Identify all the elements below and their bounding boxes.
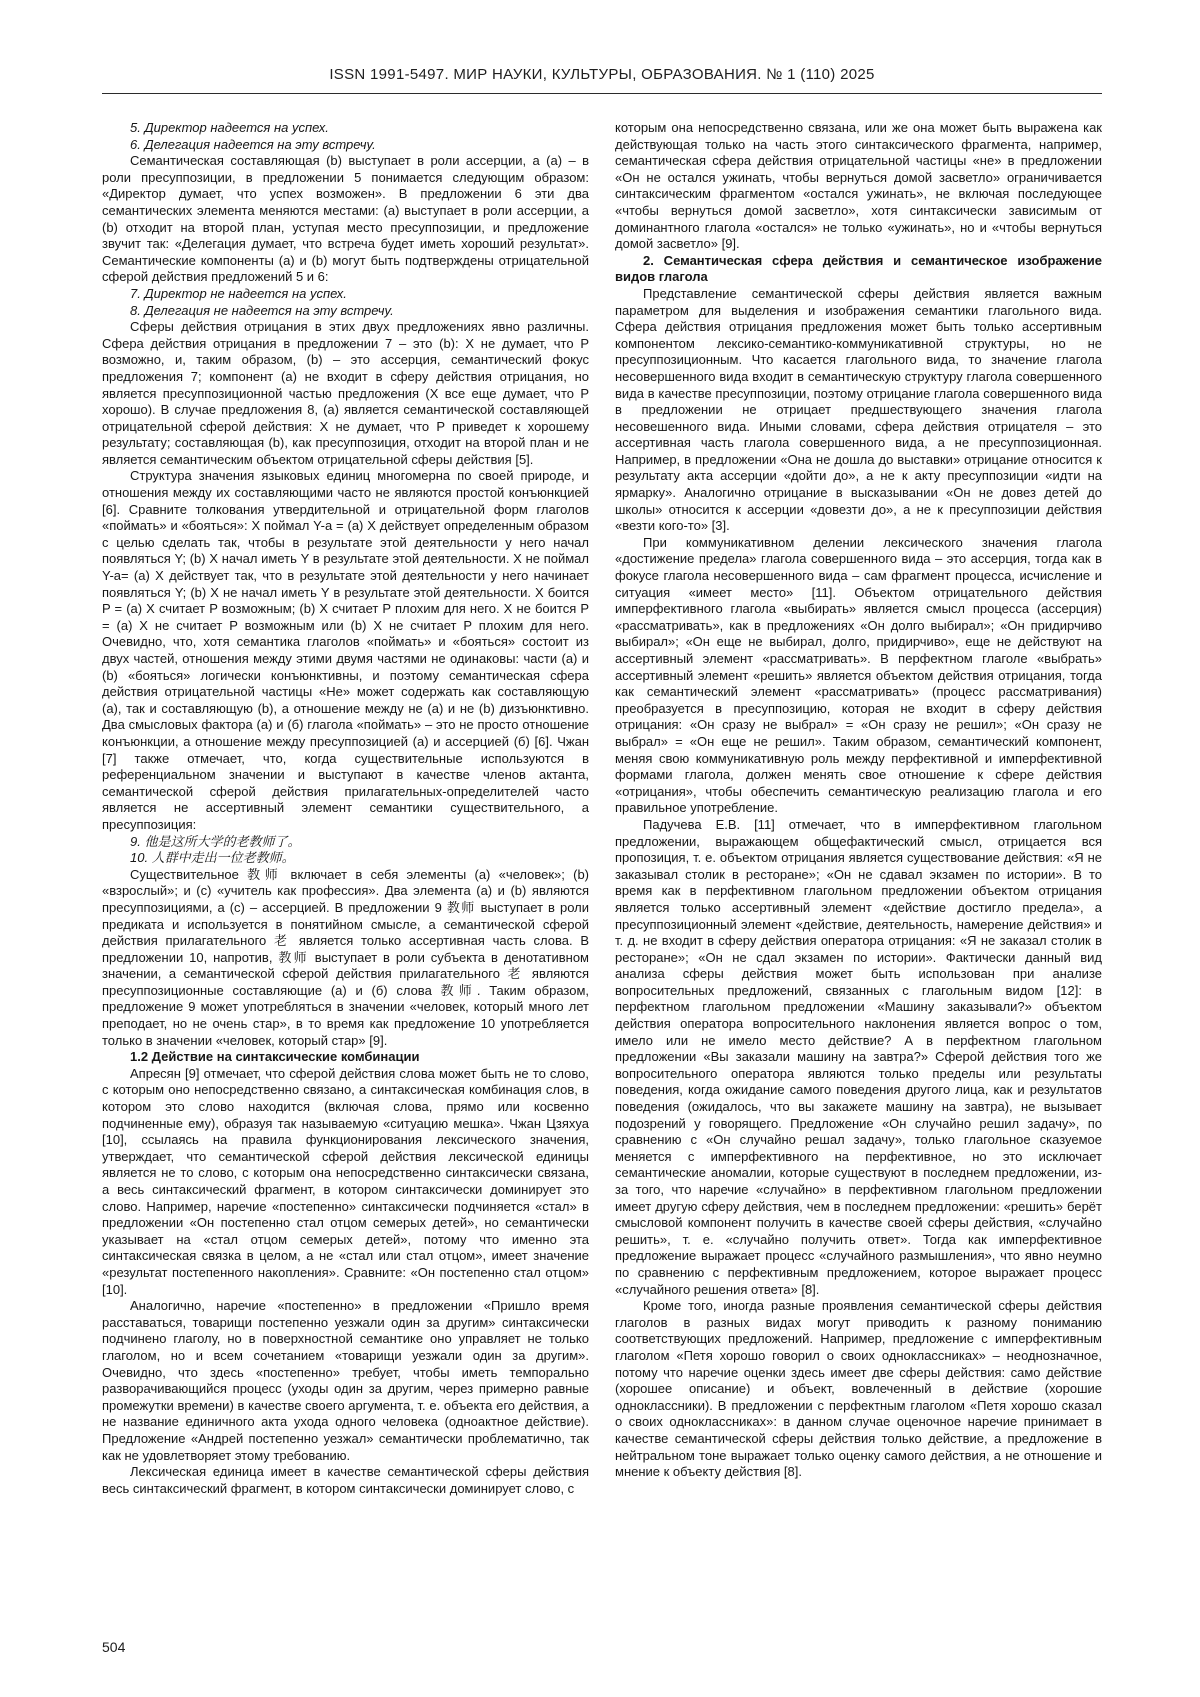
right-column — [615, 120, 1102, 1497]
section-heading: 1.2 Действие на синтаксические комбинации — [130, 1049, 420, 1065]
paragraph: Апресян [9] отмечает, что сферой действия слова может быть не то слово, с которым оно непосредственно связано, а синтаксическая комбинация слов, в котором это слово находится (включая слова, прямо или косвенно подчиненные ему), образуя так называемую «ситуацию мешка». Чжан Цзяхуа [10], ссылаясь на правила функционирования лексического значения, утверждает, что семантической сферой действия лексической единицы является не то слово, с которым она непосредственно синтаксически связана, а весь синтаксический фрагмент, в котором синтаксически доминирует это слово. Например, наречие «постепенно» синтаксически подчиняется «стал» в предложении «Он постепенно стал отцом семерых детей», но семантически указывает на «стал отцом семерых детей», потому что именно эта синтаксическая связка в целом, а не «стал или стал отцом», имеет значение «результат постепенного накопления». Сравните: «Он постепенно стал отцом» [10]. — [102, 1065, 589, 1297]
example-sentence: 9. 他是这所大学的老教师了。 — [130, 833, 301, 849]
paragraph: Сферы действия отрицания в этих двух предложениях явно различны. Сфера действия отрицания в предложении 7 – это (b): X не думает, что P возможно, и, таким образом, (b) – это ассерция, семантический фокус предложения 7; компонент (a) не входит в сферу действия отрицания, но является пресуппозиционной частью предложения (X все еще думает, что P хорошо). В случае предложения 8, (a) является семантической составляющей отрицательной сферой действия: X не думает, что P приведет к хорошему результату; составляющая (b), как пресуппозиция, отходит на второй план и не является семантическим объектом отрицательной сферы действия [5]. — [102, 319, 589, 467]
paragraph: которым она непосредственно связана, или же она может быть выражена как действующая только на часть этого синтаксического фрагмента, например, семантическая сфера действия отрицательной частицы «не» в предложении «Он не остался ужинать, чтобы вернуться домой засветло» ограничивается синтаксическим фрагментом «остался ужинать», не включая последующее «чтобы вернуться домой засветло», хотя синтаксически зависимым от доминантного глагола «остался» не только «ужинать», но и «чтобы вернуться домой засветло» [9]. — [615, 120, 1102, 252]
example-sentence: 10. 人群中走出一位老教师。 — [130, 850, 295, 866]
paragraph: Существительное 教师 включает в себя элементы (a) «человек»; (b) «взрослый»; и (c) «учитель как профессия». Два элемента (a) и (b) являются пресуппозициями, а (c) – ассерцией. В предложении 9 教师 выступает в роли предиката и используется в понятийном смысле, а семантической сферой действия прилагательного 老 является только ассертивная часть слова. В предложении 10, напротив, 教师 выступает в роли субъекта в денотативном значении, а семантической сферой действия прилагательного 老 являются пресуппозиционные составляющие (a) и (б) слова 教师. Таким образом, предложение 9 может употребляться в значении «человек, который много лет преподает, но не очень стар», в то время как предложение 10 употребляется только в значении «человек, который стар» [9]. — [102, 866, 589, 1048]
paragraph: Кроме того, иногда разные проявления семантической сферы действия глаголов в разных видах могут приводить к разному пониманию соответствующих предложений. Например, предложение с имперфективным глаголом «Петя хорошо говорил о своих одноклассниках» – неоднозначное, потому что наречие оценки здесь имеет две сферы действия: само действие (хорошее описание) и объект, вовлеченный в действие (хорошие одноклассники). В предложении с перфектным глаголом «Петя хорошо сказал о своих одноклассниках»: в данном случае оценочное наречие принимает в качестве семантической сферы действия только действие, а предложение в нейтральном тоне выражает только оценку самого действия, а не отношение и мнение к объекту действия [8]. — [615, 1298, 1102, 1480]
paragraph: Представление семантической сферы действия является важным параметром для выделения и изображения семантики глагольного вида. Сфера действия отрицания предложения может быть только ассертивным компонентом лексико-семантико-коммуникативной структуры, но не пресуппозиционным. Что касается глагольного вида, то значение глагола несовершенного вида входит в семантическую структуру глагола совершенного вида в качестве пресуппозиции, поэтому отрицание глагола совершенного вида в предложении не отрицает предшествующего значения глагола несовешенного вида. Иными словами, сфера действия отрицателя – это ассертивная часть глагола совершенного вида, а не пресуппозиционная. Например, в предложении «Она не дошла до выставки» отрицание относится к результату акта ассерции «дойти до», а не к акту пресуппозиции «идти на ярмарку». Аналогично отрицание в высказывании «Он не довез детей до школы» относится к ассерции «довезти до», а не к пресуппозиции действия «везти кого-то» [3]. — [615, 285, 1102, 534]
left-column — [102, 120, 589, 1497]
page-number: 504 — [102, 1639, 126, 1655]
section-heading: 2. Семантическая сфера действия и семантическое изображение видов глагола — [615, 252, 1102, 285]
example-sentence: 6. Делегация надеется на эту встречу. — [130, 136, 376, 152]
paragraph: Семантическая составляющая (b) выступает в роли ассерции, а (a) – в роли пресуппозиции, в предложении 5 понимается следующим образом: «Директор думает, что успех возможен». В предложении 6 эти два семантических элемента меняются местами: (a) выступает в роли ассерции, а (b) отходит на второй план, уступая место пресуппозиции, и предложение звучит так: «Делегация думает, что встреча будет иметь хороший результат». Семантические компоненты (a) и (b) могут быть подтверждены отрицательной сферой действия предложений 5 и 6: — [102, 153, 589, 285]
article-body — [102, 120, 1102, 1497]
example-sentence: 8. Делегация не надеется на эту встречу. — [130, 302, 394, 318]
paragraph: Аналогично, наречие «постепенно» в предложении «Пришло время расставаться, товарищи постепенно уезжали один за другим» синтаксически подчинено глаголу, но в поверхностной семантике оно управляет не только глаголом, но и всем сочетанием «товарищи уезжали один за другим». Очевидно, что здесь «постепенно» требует, чтобы иметь темпорально разворачивающийся процесс (уходы один за другим, через примерно равные промежутки времени) в качестве своего аргумента, т. е. объекта его действия, а не название единичного акта ухода одного человека (одноактное действие). Предложение «Андрей постепенно уезжал» семантически проблематично, так как не удовлетворяет этому требованию. — [102, 1298, 589, 1463]
journal-header: ISSN 1991-5497. МИР НАУКИ, КУЛЬТУРЫ, ОБРАЗОВАНИЯ. № 1 (110) 2025 — [329, 66, 875, 83]
example-sentence: 5. Директор надеется на успех. — [130, 120, 329, 135]
paragraph: Лексическая единица имеет в качестве семантической сферы действия весь синтаксический фрагмент, в котором синтаксически доминирует слово, с — [102, 1464, 589, 1496]
paragraph: При коммуникативном делении лексического значения глагола «достижение предела» глагола совершенного вида – это ассерция, тогда как в фокусе глагола несовершенного вида – сам фрагмент процесса, исчисление и ситуация «имеет место» [11]. Объектом отрицательного действия имперфективного глагола «выбирать» является смысл процесса (ассерция) «рассматривать», как в предложениях «Он долго выбирал»; «Он придирчиво выбирал»; «Он еще не выбирал, долго, придирчиво», еще не действуют на ассертивный элемент «рассматривать». В перфектном глаголе «выбрать» ассертивный элемент «решить» является объектом действия отрицания, тогда как семантический элемент «рассматривать» (процесс рассматривания) преобразуется в пресуппозицию, которая не входит в сферу действия отрицания: «Он сразу не выбрал» = «Он сразу не решил»; «Он сразу не выбрал» = «Он еще не решил». Таким образом, семантический компонент, меняя свою коммуникативную роль между перфективной и имперфективной формами глагола, должен менять свое отношение к сфере действия «отрицания», чтобы обеспечить семантическую реализацию глагола и его правильное употребление. — [615, 534, 1102, 816]
example-sentence: 7. Директор не надеется на успех. — [130, 285, 347, 301]
paragraph: Структура значения языковых единиц многомерна по своей природе, и отношения между их составляющими часто не являются простой конъюнкцией [6]. Сравните толкования утвердительной и отрицательной форм глаголов «поймать» и «бояться»: X поймал Y-a = (a) X действует определенным образом с целью сделать так, чтобы в результате этой деятельности у него начал появляться Y; (b) X начал иметь Y в результате этой деятельности. X не поймал Y-a= (a) X действует так, что в результате этой деятельности у него начинает появляться Y; (b) X не начал иметь Y в результате этой деятельности. X боится P = (a) X считает P возможным; (b) X считает P плохим для него. X не боится P = (a) X не считает P возможным или (b) X не считает P плохим для него. Очевидно, что, хотя семантика глаголов «поймать» и «бояться» состоит из двух частей, отношения между этими двумя частями не одинаковы: части (a) и (b) «бояться» логически конъюнктивны, и поэтому семантическая сфера действия отрицательной частицы «Не» может содержать как составляющую (a), так и составляющую (b), а отношение между не (a) и не (b) дизъюнктивно. Два смысловых фактора (a) и (б) глагола «поймать» – это не просто отношение конъюнкции, а отношение между пресуппозицией (a) и ассерцией (б) [6]. Чжан [7] также отмечает, что, когда существительные используются в референциальном значении и выступают в качестве членов актанта, семантической сферой действия прилагательных-определителей часто является не ассертивный элемент семантики существительного, а пресуппозиция: — [102, 468, 589, 832]
header-rule — [102, 93, 1102, 94]
paragraph: Падучева Е.В. [11] отмечает, что в имперфективном глагольном предложении, выражающем общефактический смысл, отрицается вся пропозиция, т. е. объектом отрицания является существование действия: «Я не заказывал столик в ресторане»; «Он не сдавал экзамен по истории». В то время как в перфективном глагольном предложении объектом отрицания является только ассертивный элемент «действие достигло предела», а пресуппозиционный элемент «действие, деятельность, намерение действия» и т. д. не входит в сферу действия оператора отрицания: «Я не заказал столик в ресторане»; «Он не сдал экзамен по истории». Фактически данный вид анализа сферы действия может быть использован при анализе вопросительных предложений, связанных с глагольным видом [12]: в перфектном глагольном предложении «Машину заказывали?» объектом действия оператора вопросительного наклонения является вопрос о том, имело или не имело место действие? А в перфектном глагольном предложении «Вы заказали машину на завтра?» Сферой действия того же вопросительного оператора являются только пределы или результаты поведения, когда ожидание самого поведения другого лица, как и результатов поведения (ожидалось, что вы закажете машину на завтра), не вызывает подозрений у говорящего. Предложение «Он случайно решил задачу», по сравнению с «Он случайно решал задачу», только глагольное сказуемое меняется с имперфективного на перфективное, но это исключает семантические аномалии, которые существуют в последнем предложении, из-за того, что наречие «случайно» в перфективном глагольном предложении имеет другую сферу действия, чем в последнем предложении: «решить» берёт смысловой компонент получить в качестве своей сферы действия, «случайно решить», т. е. «случайно получить ответ». Тогда как имперфективное предложение выражает процесс «случайного размышления», что явно неумно по сравнению с перфективным предложением, которое выражает процесс «случайного решения ответа» [8]. — [615, 816, 1102, 1297]
